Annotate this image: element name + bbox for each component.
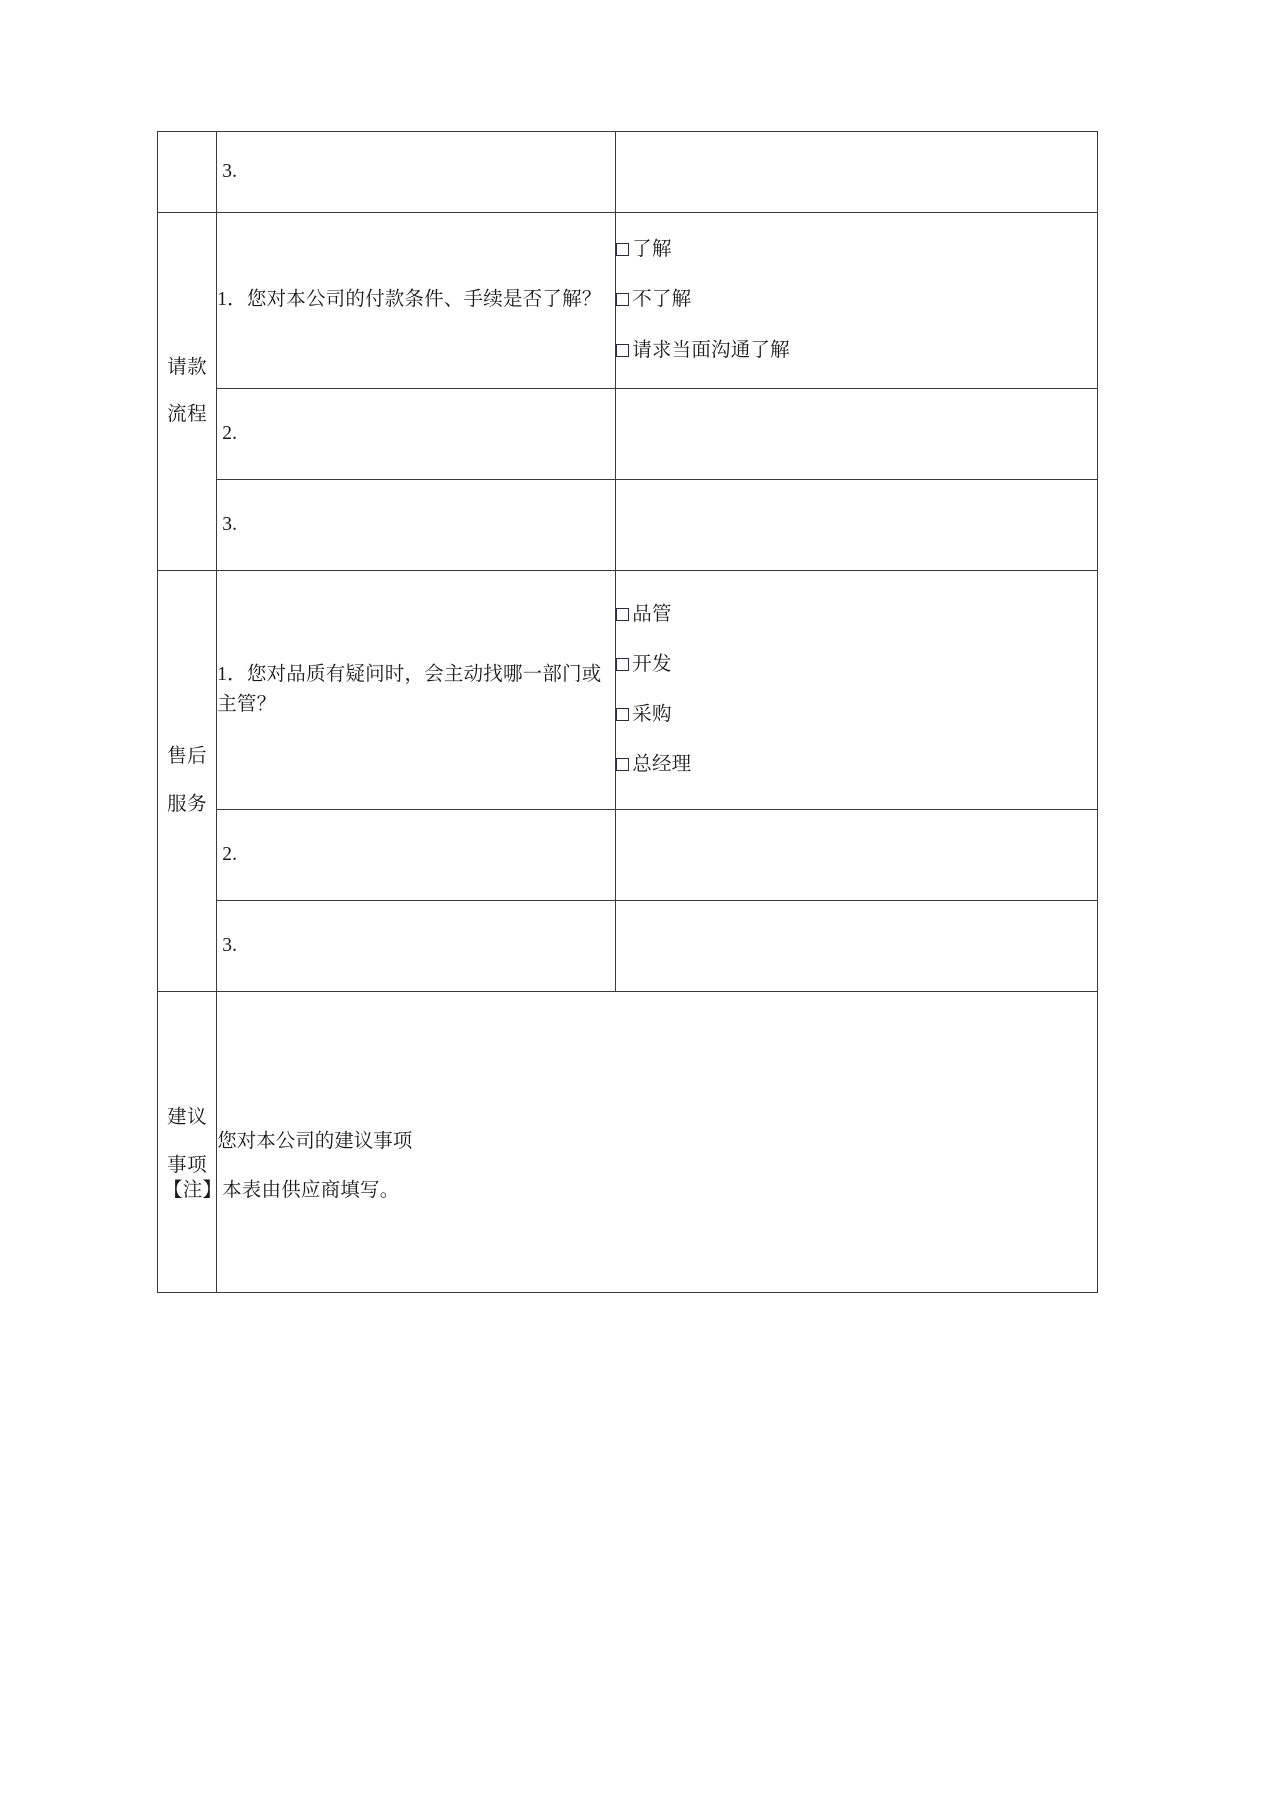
checkbox-icon[interactable]: [616, 243, 629, 256]
table-row: [158, 810, 1098, 901]
category-line: 流程: [167, 404, 208, 425]
checkbox-option[interactable]: [616, 235, 1097, 265]
category-cell-empty: [158, 132, 217, 213]
checkbox-icon[interactable]: [616, 758, 629, 771]
category-cell-suggestions: [158, 992, 217, 1293]
suggestions-input-area[interactable]: [217, 992, 1098, 1293]
answer-cell-service-2[interactable]: [616, 810, 1098, 901]
category-line: 售后: [167, 746, 208, 768]
question-cell-service-3: 3.: [217, 901, 616, 992]
checkbox-label: 开发: [632, 653, 672, 675]
category-cell-after-sales-service: [158, 571, 217, 992]
table-row: [158, 992, 1098, 1293]
answer-cell-payment-1: [616, 213, 1098, 389]
table-row: [158, 901, 1098, 992]
table-row: [158, 213, 1098, 389]
checkbox-label: 品管: [632, 603, 672, 625]
question-cell-payment-3: 3.: [217, 480, 616, 571]
checkbox-option[interactable]: [616, 750, 1097, 780]
checkbox-icon[interactable]: [616, 708, 629, 721]
checkbox-label: 请求当面沟通了解: [632, 339, 790, 361]
supplier-survey-table: [157, 131, 1098, 1293]
checkbox-label: 了解: [632, 239, 672, 261]
checkbox-label: 不了解: [632, 289, 692, 311]
answer-cell-payment-3[interactable]: [616, 480, 1098, 571]
checkbox-icon[interactable]: [616, 344, 629, 357]
category-line: 事项: [167, 1154, 208, 1176]
category-line: 建议: [167, 1107, 208, 1129]
category-line: 服务: [167, 793, 208, 815]
checkbox-icon[interactable]: [616, 608, 629, 621]
question-cell-payment-1: 1．您对本公司的付款条件、手续是否了解？: [217, 213, 616, 389]
checkbox-option[interactable]: [616, 336, 1097, 366]
checkbox-icon[interactable]: [616, 658, 629, 671]
footer-note: 【注】本表由供应商填写。: [163, 1180, 400, 1201]
table-row: [158, 132, 1098, 213]
question-cell-payment-2: 2.: [217, 389, 616, 480]
table-row: [158, 480, 1098, 571]
checkbox-label: 采购: [632, 704, 672, 725]
checkbox-icon[interactable]: [616, 293, 629, 306]
category-cell-payment-process: [158, 213, 217, 571]
category-line: 请款: [167, 356, 208, 378]
checkbox-option[interactable]: [616, 650, 1097, 680]
checkbox-option[interactable]: [616, 600, 1097, 630]
question-cell-carryover: 3.: [217, 132, 616, 213]
answer-cell-carryover[interactable]: [616, 132, 1098, 213]
checkbox-label: 总经理: [632, 754, 692, 776]
table-row: [158, 389, 1098, 480]
answer-cell-service-1: [616, 571, 1098, 810]
answer-cell-service-3[interactable]: [616, 901, 1098, 992]
checkbox-option[interactable]: [616, 700, 1097, 730]
question-cell-service-1: 1．您对品质有疑问时，会主动找哪一部门或主管？: [217, 571, 616, 810]
table-row: [158, 571, 1098, 810]
answer-cell-payment-2[interactable]: [616, 389, 1098, 480]
question-cell-service-2: 2.: [217, 810, 616, 901]
suggestions-heading: 您对本公司的建议事项: [217, 1130, 413, 1152]
checkbox-option[interactable]: [616, 285, 1097, 315]
